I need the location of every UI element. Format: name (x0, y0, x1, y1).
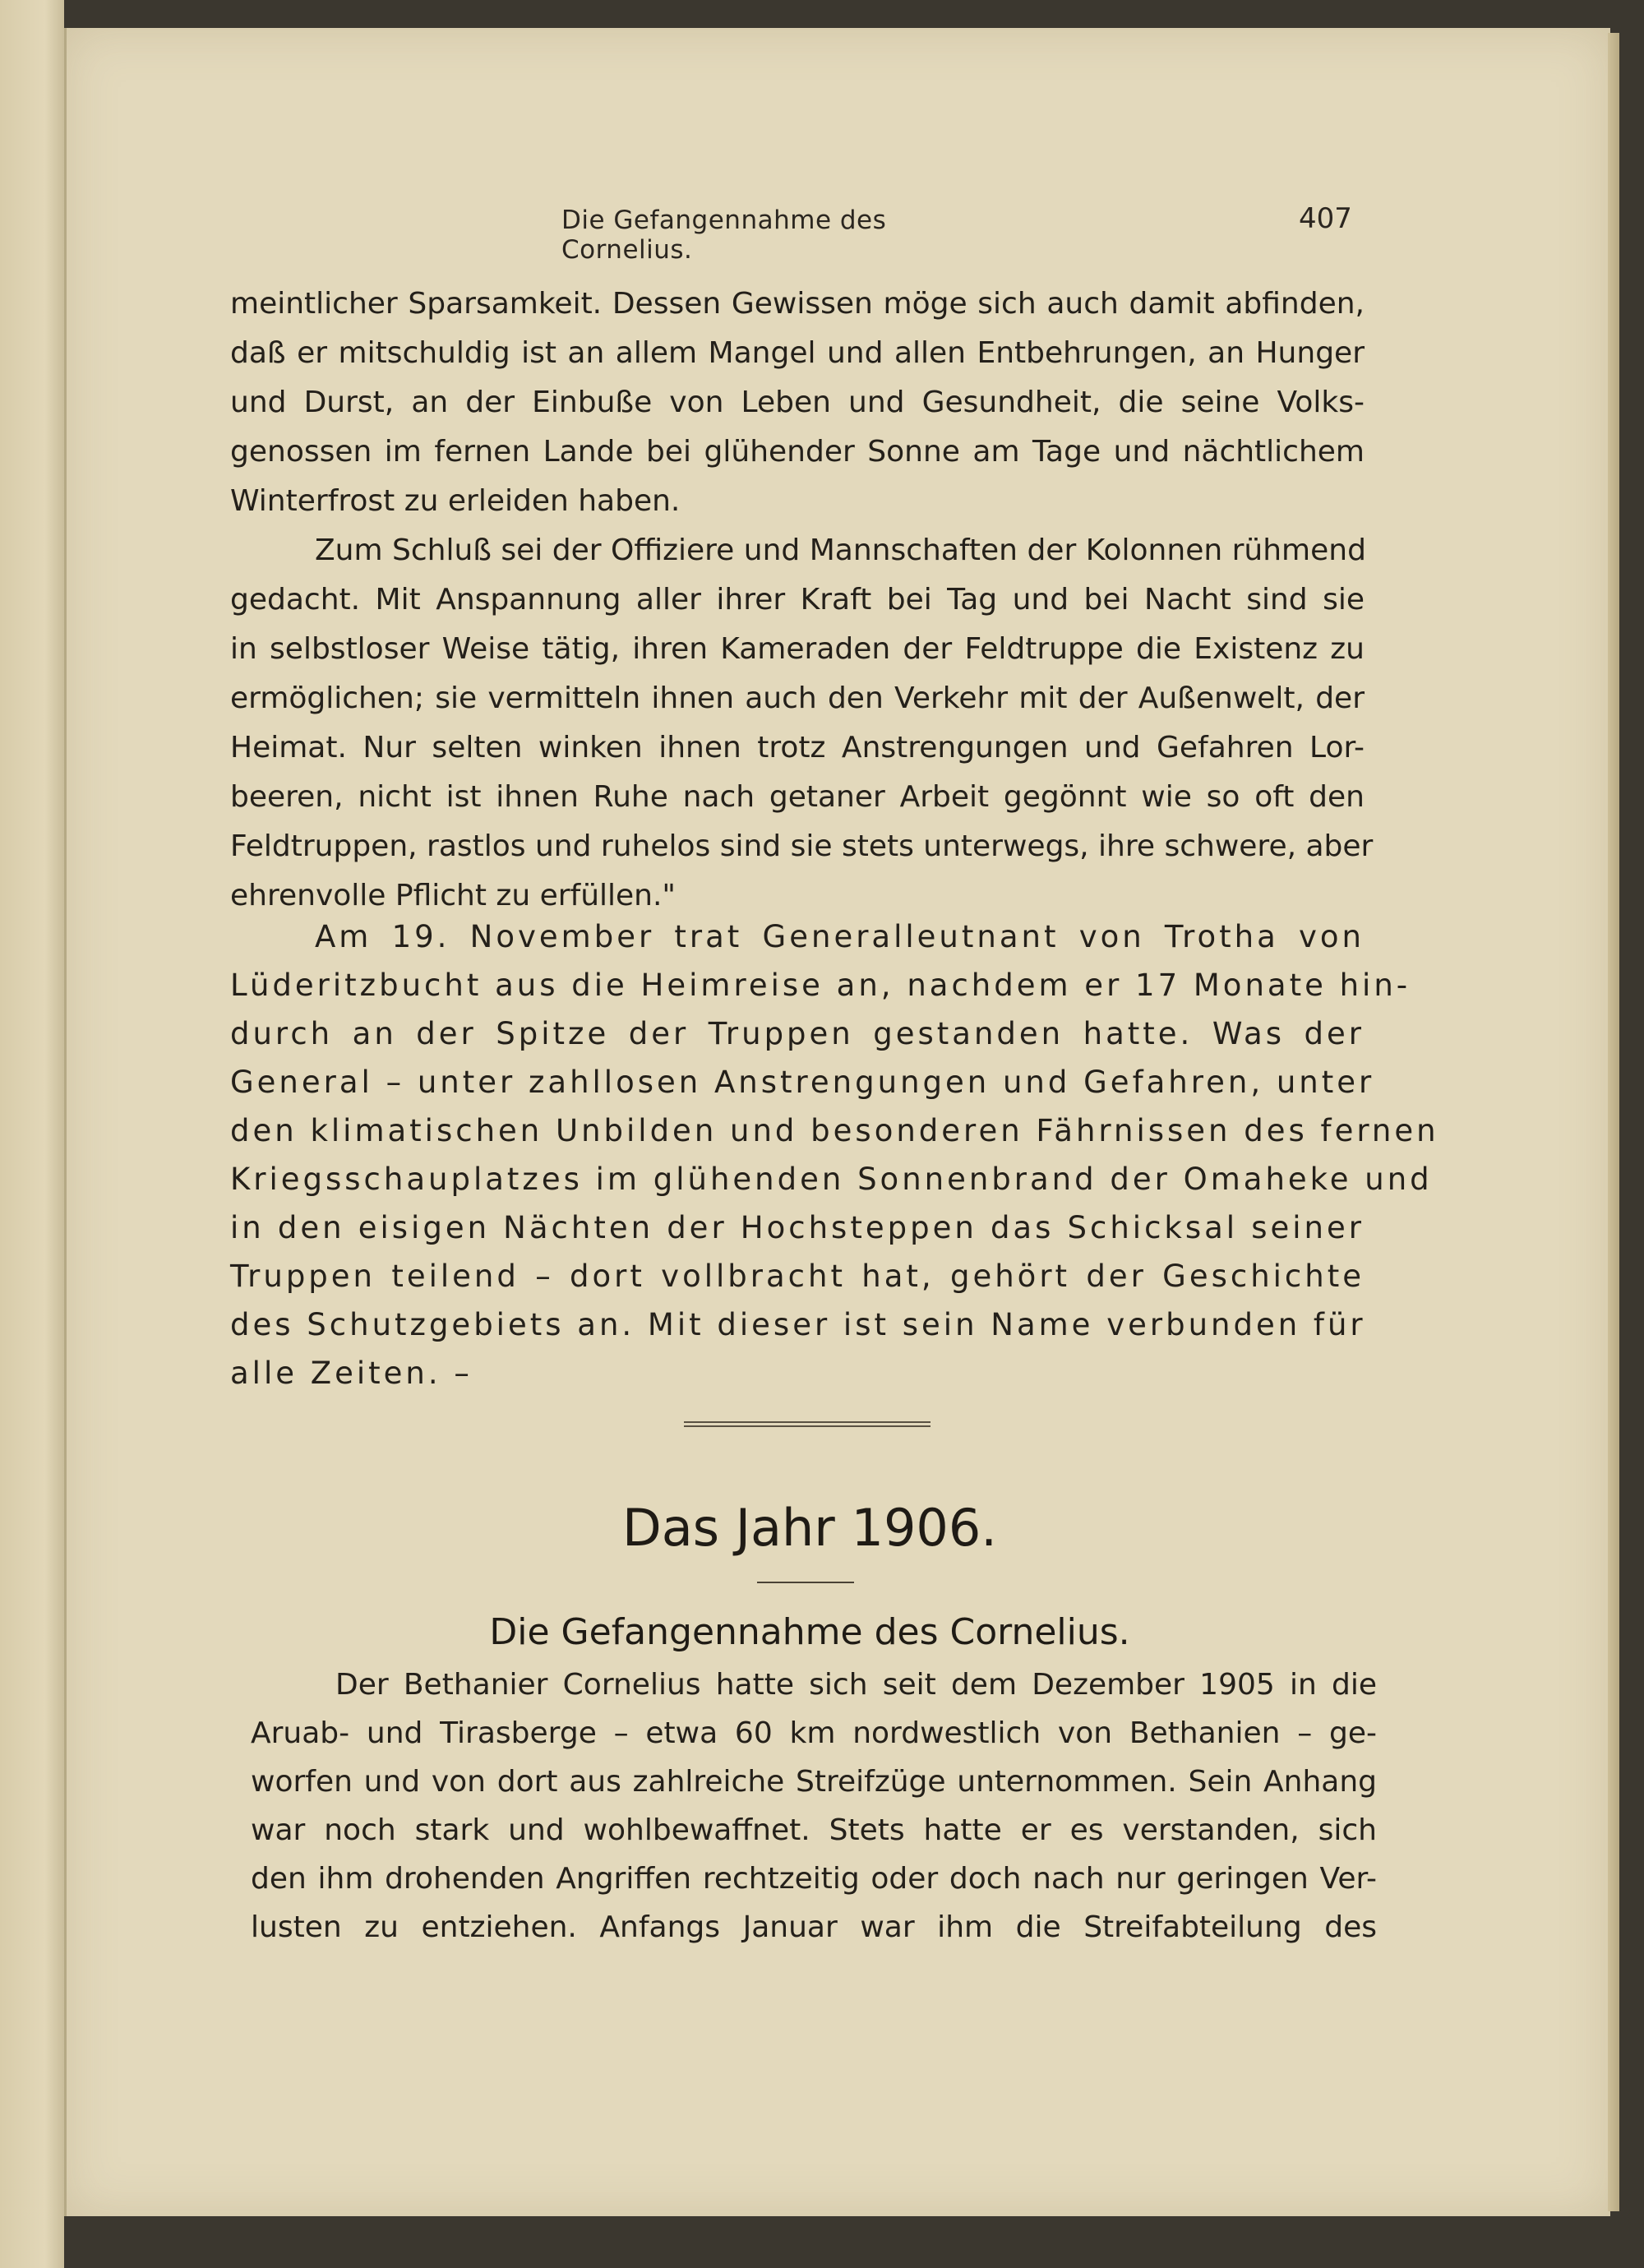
text-line: des Schutzgebiets an. Mit dieser ist sein Name verbunden für (230, 1307, 1366, 1342)
text-line: Lüderitzbucht aus die Heimreise an, nachdem er 17 Monate hin- (230, 968, 1411, 1003)
paragraph-4 (251, 1661, 1377, 1952)
text-line: und Durst, an der Einbuße von Leben und Gesundheit, die seine Volks- (230, 386, 1365, 419)
text-line: Feldtruppen, rastlos und ruhelos sind sie stets unterwegs, ihre schwere, aber (230, 829, 1374, 863)
paragraph-2 (230, 526, 1374, 921)
section-divider (684, 1425, 931, 1427)
text-line: Der Bethanier Cornelius hatte sich seit dem Dezember 1905 in die (335, 1668, 1377, 1702)
text-line: genossen im fernen Lande bei glühender Sonne am Tage und nächtlichem (230, 435, 1365, 469)
text-line: ehrenvolle Pflicht zu erfüllen." (230, 879, 676, 912)
text-line: alle Zeiten. – (230, 1356, 473, 1391)
text-line: Zum Schluß sei der Offiziere und Mannschaften der Kolonnen rühmend (315, 534, 1366, 567)
paragraph-3 (230, 912, 1439, 1397)
text-line: ermöglichen; sie vermitteln ihnen auch den Verkehr mit der Außenwelt, der (230, 681, 1365, 715)
text-line: Kriegsschauplatzes im glühenden Sonnenbrand der Omaheke und (230, 1162, 1433, 1197)
paragraph-1 (230, 279, 1365, 526)
text-line: gedacht. Mit Anspannung aller ihrer Kraft bei Tag und bei Nacht sind sie (230, 583, 1365, 617)
section-title: Das Jahr 1906. (621, 1498, 997, 1558)
text-line: den ihm drohenden Angriffen rechtzeitig oder doch nach nur geringen Ver- (251, 1862, 1377, 1896)
text-line: Winterfrost zu erleiden haben. (230, 484, 681, 518)
text-line: Heimat. Nur selten winken ihnen trotz Anstrengungen und Gefahren Lor- (230, 731, 1365, 764)
text-line: lusten zu entziehen. Anfangs Januar war ihm die Streifabteilung des (251, 1910, 1377, 1944)
section-subtitle: Die Gefangennahme des Cornelius. (489, 1611, 1130, 1653)
text-line: Truppen teilend – dort vollbracht hat, gehört der Geschichte (230, 1259, 1365, 1294)
text-line: in den eisigen Nächten der Hochsteppen das Schicksal seiner (230, 1210, 1365, 1245)
section-divider (684, 1421, 931, 1423)
text-line: durch an der Spitze der Truppen gestanden hatte. Was der (230, 1016, 1365, 1051)
page-edge-shadow (1608, 33, 1619, 2211)
text-line: worfen und von dort aus zahlreiche Streifzüge unternommen. Sein Anhang (251, 1765, 1377, 1799)
text-line: den klimatischen Unbilden und besonderen Fährnissen des fernen (230, 1113, 1439, 1148)
title-underline (757, 1582, 854, 1583)
text-line: daß er mitschuldig ist an allem Mangel und allen Entbehrungen, an Hunger (230, 336, 1365, 370)
text-line: meintlicher Sparsamkeit. Dessen Gewissen möge sich auch damit abfinden, (230, 287, 1365, 321)
text-line: General – unter zahllosen Anstrengungen und Gefahren, unter (230, 1065, 1375, 1100)
text-line: Aruab- und Tirasberge – etwa 60 km nordwestlich von Bethanien – ge- (251, 1716, 1377, 1750)
page-number: 407 (1299, 202, 1352, 235)
text-line: war noch stark und wohlbewaffnet. Stets hatte er es verstanden, sich (251, 1813, 1377, 1847)
text-line: in selbstloser Weise tätig, ihren Kameraden der Feldtruppe die Existenz zu (230, 632, 1365, 666)
text-line: Am 19. November trat Generalleutnant von Trotha von (315, 919, 1365, 954)
running-head: Die Gefangennahme des Cornelius. (561, 206, 887, 265)
text-line: beeren, nicht ist ihnen Ruhe nach getaner Arbeit gegönnt wie so oft den (230, 780, 1365, 814)
previous-page-edge (0, 0, 64, 2268)
